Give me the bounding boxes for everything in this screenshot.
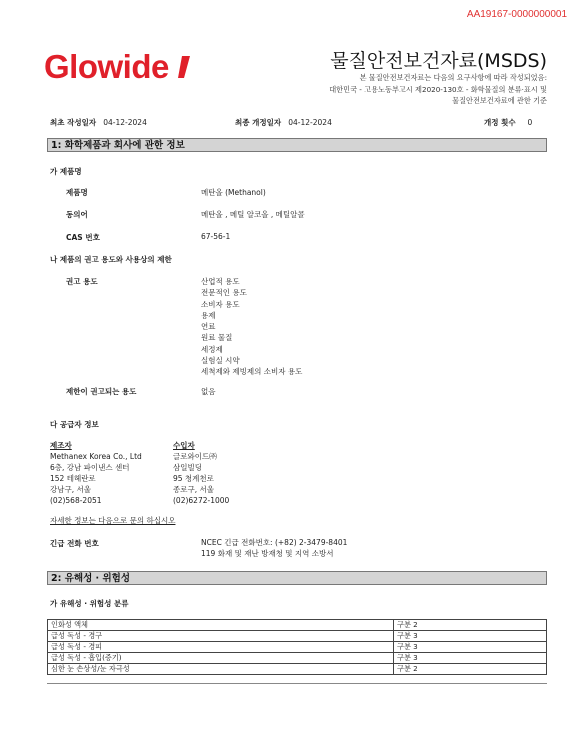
glowide-logo: Glowide bbox=[44, 48, 169, 85]
section-1-header: 1: 화학제품과 회사에 관한 정보 bbox=[47, 138, 547, 152]
importer-line: 글로와이드㈜ bbox=[173, 452, 217, 461]
emergency-line: NCEC 긴급 전화번호: (+82) 2-3479-8401 bbox=[201, 538, 348, 547]
created-date bbox=[50, 117, 147, 128]
recommended-use-list bbox=[201, 276, 302, 378]
regulation-line: 본 물질안전보건자료는 다음의 요구사항에 따라 작성되었음: bbox=[359, 73, 547, 82]
manufacturer-line: 강남구, 서울 bbox=[50, 485, 91, 494]
table-row bbox=[48, 631, 547, 642]
hazard-name: 심한 눈 손상성/눈 자극성 bbox=[48, 664, 394, 675]
revision-label: 개정 횟수 bbox=[484, 118, 516, 127]
manufacturer-line: (02)568-2051 bbox=[50, 496, 102, 505]
hazard-category: 구분 3 bbox=[394, 631, 547, 642]
importer-line: 95 청계천로 bbox=[173, 474, 214, 483]
hazard-name: 인화성 액체 bbox=[48, 620, 394, 631]
use-item: 산업적 용도 bbox=[201, 277, 240, 286]
table-bottom-rule bbox=[47, 683, 547, 684]
document-id: AA19167-0000000001 bbox=[466, 9, 567, 20]
hazard-classification-heading: 가 유해성 · 위험성 분류 bbox=[50, 599, 129, 608]
document-title: 물질안전보건자료(MSDS) bbox=[330, 50, 547, 72]
regulation-note bbox=[247, 72, 547, 107]
logo-slash-mark bbox=[178, 56, 190, 78]
restricted-use-value: 없음 bbox=[201, 387, 216, 396]
revision-value: 0 bbox=[527, 118, 533, 127]
emergency-phone-block bbox=[201, 537, 347, 559]
use-item: 전문적인 용도 bbox=[201, 288, 247, 298]
recommended-use-label: 권고 용도 bbox=[66, 277, 98, 286]
manufacturer-line: Methanex Korea Co., Ltd bbox=[50, 452, 142, 461]
table-row bbox=[48, 664, 547, 675]
use-item: 세정제 bbox=[201, 344, 223, 354]
product-name-heading: 가 제품명 bbox=[50, 167, 82, 176]
cas-label: CAS 번호 bbox=[66, 233, 100, 242]
synonym-label: 동의어 bbox=[66, 210, 88, 219]
revision-count bbox=[484, 117, 532, 128]
use-item: 실험실 시약 bbox=[201, 356, 240, 366]
manufacturer-line: 6층, 강남 파이낸스 센터 bbox=[50, 463, 130, 472]
hazard-classification-table bbox=[47, 619, 547, 675]
table-row bbox=[48, 642, 547, 653]
use-item: 연료 bbox=[201, 322, 216, 332]
regulation-line: 대한민국 - 고용노동부고시 제2020-130호 - 화학물질의 분류·표시 및 bbox=[329, 84, 547, 94]
manufacturer-heading: 제조자 bbox=[50, 441, 72, 450]
use-item: 소비자 용도 bbox=[201, 299, 240, 309]
inquiry-note: 자세한 정보는 다음으로 문의 하십시오 bbox=[50, 516, 176, 525]
cas-value: 67-56-1 bbox=[201, 232, 231, 241]
supplier-heading: 다 공급자 정보 bbox=[50, 420, 99, 429]
emergency-line: 119 화재 및 재난 방재청 및 지역 소방서 bbox=[201, 549, 334, 558]
synonym-value: 메탄올 , 메틸 알코올 , 메틸알콜 bbox=[201, 210, 305, 219]
emergency-phone-label: 긴급 전화 번호 bbox=[50, 539, 99, 548]
restricted-use-label: 제한이 권고되는 용도 bbox=[66, 387, 137, 396]
created-label: 최초 작성일자 bbox=[50, 118, 97, 127]
hazard-category: 구분 3 bbox=[394, 653, 547, 664]
revised-date bbox=[235, 117, 332, 128]
hazard-name: 급성 독성 - 경피 bbox=[48, 642, 394, 653]
hazard-name: 급성 독성 - 흡입(증기) bbox=[48, 653, 394, 664]
hazard-category: 구분 3 bbox=[394, 642, 547, 653]
regulation-line: 물질안전보건자료에 관한 기준 bbox=[452, 96, 547, 105]
hazard-category: 구분 2 bbox=[394, 620, 547, 631]
product-name-value: 메탄올 (Methanol) bbox=[201, 188, 266, 197]
use-item: 원료 물질 bbox=[201, 333, 233, 343]
manufacturer-block bbox=[50, 440, 142, 506]
recommended-use-heading: 나 제품의 권고 용도와 사용상의 제한 bbox=[50, 255, 172, 264]
importer-line: 종로구, 서울 bbox=[173, 485, 214, 494]
hazard-category: 구분 2 bbox=[394, 664, 547, 675]
product-name-label: 제품명 bbox=[66, 188, 88, 197]
importer-block bbox=[173, 440, 229, 506]
manufacturer-line: 152 테헤란로 bbox=[50, 474, 96, 483]
use-item: 세척제와 제빙제의 소비자 용도 bbox=[201, 367, 303, 377]
importer-line: (02)6272-1000 bbox=[173, 496, 230, 505]
revised-label: 최종 개정일자 bbox=[235, 118, 282, 127]
importer-heading: 수입자 bbox=[173, 441, 195, 450]
section-2-header: 2: 유해성 · 위험성 bbox=[47, 571, 547, 585]
use-item: 용제 bbox=[201, 310, 216, 320]
importer-line: 삼일빌딩 bbox=[173, 463, 202, 472]
table-row bbox=[48, 620, 547, 631]
hazard-name: 급성 독성 - 경구 bbox=[48, 631, 394, 642]
revised-value: 04-12-2024 bbox=[288, 118, 332, 127]
created-value: 04-12-2024 bbox=[103, 118, 147, 127]
table-row bbox=[48, 653, 547, 664]
